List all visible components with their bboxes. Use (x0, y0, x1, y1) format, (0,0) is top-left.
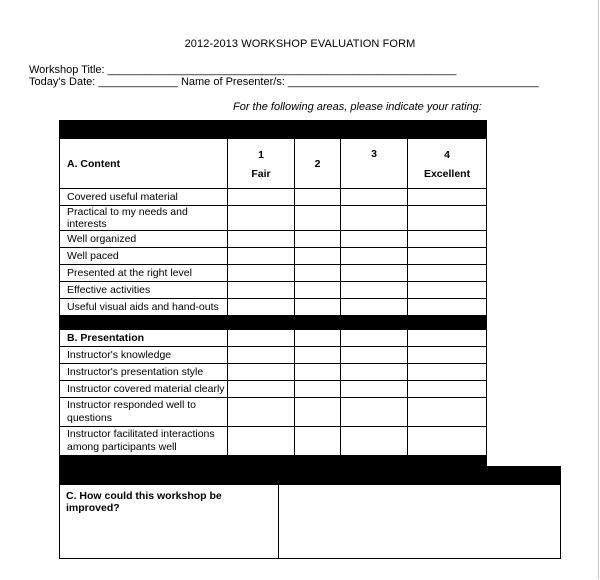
item-label (60, 427, 228, 456)
rating-cell[interactable] (408, 381, 487, 398)
table-row (60, 299, 487, 316)
item-label-line: questions (67, 412, 112, 424)
rating-cell[interactable] (228, 282, 295, 299)
rating-cell[interactable] (341, 398, 408, 427)
table-row (60, 347, 487, 364)
item-label (60, 398, 228, 427)
rating-cell[interactable] (341, 231, 408, 248)
improvement-row (60, 485, 561, 559)
rating-cell[interactable] (295, 398, 341, 427)
rating-cell[interactable] (228, 427, 295, 456)
rating-col-2-number: 2 (314, 157, 321, 170)
rating-cell[interactable] (228, 189, 295, 206)
rating-cell[interactable] (295, 206, 341, 231)
rating-instructions: For the following areas, please indicate your rating: (233, 101, 482, 113)
rating-cell[interactable] (295, 248, 341, 265)
table-row (60, 265, 487, 282)
item-label: Practical to my needs and interests (60, 206, 228, 231)
rating-cell[interactable] (341, 347, 408, 364)
rating-col-4-label: Excellent (423, 167, 471, 180)
rating-header-row (60, 139, 487, 189)
rating-cell[interactable] (341, 248, 408, 265)
improvement-table (59, 466, 561, 559)
rating-cell[interactable] (295, 364, 341, 381)
rating-cell[interactable] (295, 189, 341, 206)
item-label: Instructor's presentation style (60, 364, 228, 381)
rating-cell[interactable] (408, 231, 487, 248)
black-band (60, 121, 487, 139)
rating-col-4 (408, 139, 487, 189)
improvement-answer-field[interactable] (279, 485, 561, 559)
rating-cell[interactable] (408, 248, 487, 265)
rating-cell[interactable] (341, 282, 408, 299)
rating-col-3-number: 3 (371, 148, 377, 160)
rating-cell[interactable] (408, 299, 487, 316)
section-a-heading: A. Content (60, 139, 228, 189)
item-label: Well paced (60, 248, 228, 265)
rating-cell[interactable] (228, 364, 295, 381)
rating-cell[interactable] (408, 282, 487, 299)
item-label: Instructor covered material clearly (60, 381, 228, 398)
form-title: 2012-2013 WORKSHOP EVALUATION FORM (184, 38, 416, 50)
rating-cell[interactable] (341, 427, 408, 456)
table-row (60, 282, 487, 299)
section-b-row (60, 330, 487, 347)
rating-cell[interactable] (228, 248, 295, 265)
table-row (60, 248, 487, 265)
rating-cell (228, 330, 295, 347)
table-row (60, 381, 487, 398)
table-row (60, 398, 487, 427)
rating-cell (408, 330, 487, 347)
rating-cell[interactable] (408, 189, 487, 206)
item-label: Covered useful material (60, 189, 228, 206)
rating-cell[interactable] (295, 265, 341, 282)
table-row (60, 231, 487, 248)
rating-cell[interactable] (228, 231, 295, 248)
rating-cell[interactable] (408, 427, 487, 456)
rating-cell[interactable] (408, 364, 487, 381)
date-presenter-field: Today's Date: _____________ Name of Presenter/s: _________________________________________ (29, 76, 539, 88)
rating-cell[interactable] (295, 299, 341, 316)
rating-cell[interactable] (341, 381, 408, 398)
rating-cell[interactable] (341, 364, 408, 381)
rating-col-4-number: 4 (444, 148, 450, 161)
rating-cell[interactable] (341, 206, 408, 231)
rating-cell[interactable] (295, 347, 341, 364)
rating-cell (341, 330, 408, 347)
table-row (60, 189, 487, 206)
rating-col-2 (295, 139, 341, 189)
item-label-line: among participants well (67, 441, 177, 453)
item-label: Effective activities (60, 282, 228, 299)
table-row (60, 206, 487, 231)
rating-cell[interactable] (341, 189, 408, 206)
rating-cell[interactable] (408, 398, 487, 427)
item-label: Useful visual aids and hand-outs (60, 299, 228, 316)
black-band (60, 316, 487, 330)
rating-cell[interactable] (295, 282, 341, 299)
rating-cell[interactable] (408, 265, 487, 282)
rating-cell[interactable] (408, 206, 487, 231)
rating-cell[interactable] (228, 398, 295, 427)
workshop-title-field: Workshop Title: _________________________________________________________ (29, 64, 457, 76)
table-row (60, 427, 487, 456)
rating-cell[interactable] (295, 231, 341, 248)
table-row (60, 364, 487, 381)
rating-col-3 (341, 139, 408, 189)
rating-cell[interactable] (295, 427, 341, 456)
black-band (60, 467, 561, 485)
item-label: Presented at the right level (60, 265, 228, 282)
item-label: Instructor's knowledge (60, 347, 228, 364)
rating-cell[interactable] (341, 265, 408, 282)
item-label-line: Instructor facilitated interactions (67, 428, 215, 440)
item-label: Well organized (60, 231, 228, 248)
rating-col-1 (228, 139, 295, 189)
rating-cell[interactable] (408, 347, 487, 364)
rating-cell (295, 330, 341, 347)
presentation-rows (60, 347, 487, 456)
rating-cell[interactable] (228, 265, 295, 282)
section-b-heading: B. Presentation (60, 330, 228, 347)
rating-col-1-label: Fair (251, 167, 271, 180)
rating-cell[interactable] (341, 299, 408, 316)
rating-table (59, 120, 487, 474)
rating-cell[interactable] (228, 299, 295, 316)
rating-cell[interactable] (228, 206, 295, 231)
rating-col-1-number: 1 (258, 148, 264, 161)
rating-cell[interactable] (228, 347, 295, 364)
improvement-question: C. How could this workshop be improved? (60, 485, 279, 559)
content-rows (60, 189, 487, 316)
rating-cell[interactable] (295, 381, 341, 398)
rating-cell[interactable] (228, 381, 295, 398)
item-label-line: Instructor responded well to (67, 399, 196, 411)
